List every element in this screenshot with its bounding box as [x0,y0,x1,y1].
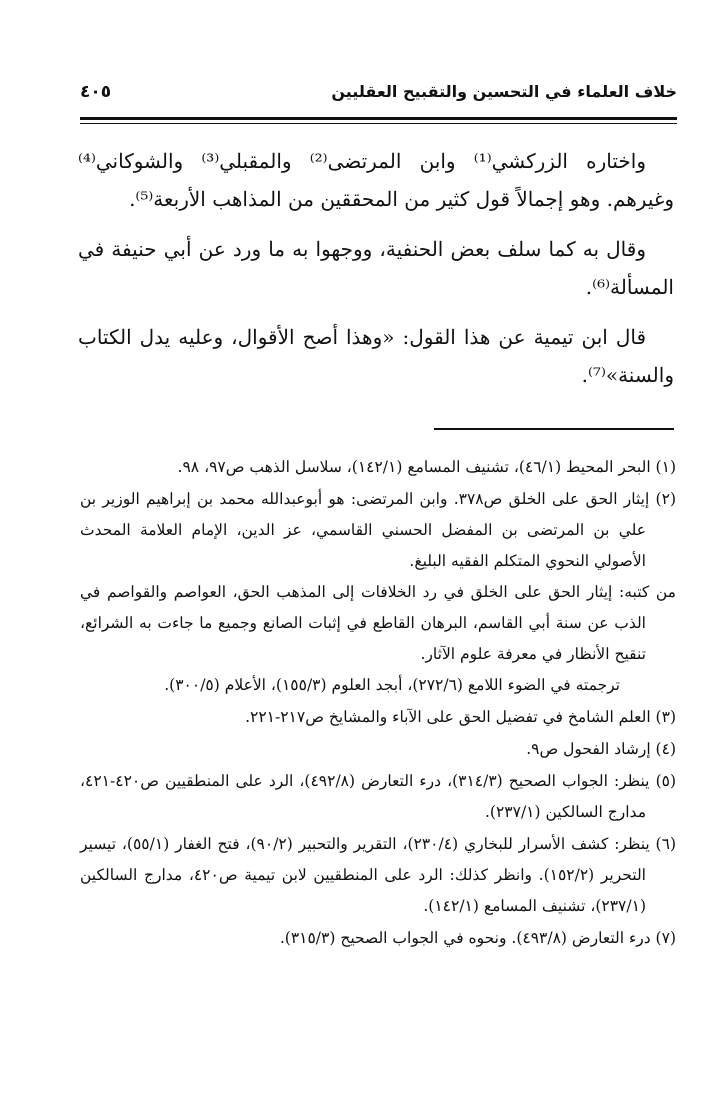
footnote-2 [80,484,676,701]
page-number: ٤٠٥ [80,82,112,102]
footnote-2-text: (٢) إيثار الحق على الخلق ص٣٧٨. وابن المرتضى: هو أبوعبدالله محمد بن إبراهيم الوزير بن علي بن المرتضى بن المفضل الحسني القاسمي، عز الدين، الإمام العلامة المحدث الأصولي النحوي المتكلم الفقيه البليغ. [80,490,676,570]
main-text [78,142,674,406]
footnote-4: (٤) إرشاد الفحول ص٩. [526,740,676,758]
page-header [80,78,677,118]
running-title: خلاف العلماء في التحسين والتقبيح العقليين [331,82,677,101]
footnote-5: (٥) ينظر: الجواب الصحيح (٣١٤/٣)، درء التعارض (٤٩٢/٨)، الرد على المنطقيين ص٤٢٠-٤٢١، مدارج السالكين (٢٣٧/١). [80,772,677,821]
footnote-separator [434,428,674,430]
footnote-6: (٦) ينظر: كشف الأسرار للبخاري (٢٣٠/٤)، التقرير والتحبير (٩٠/٢)، فتح الغفار (٥٥/١)، تيسير التحرير (١٥٢/٢). وانظر كذلك: الرد على المنطقيين لابن تيمية ص٤٢٠، مدارج السالكين (٢٣٧/١)، تشنيف المسامع (١٤٢/١). [80,835,676,915]
footnote-1: (١) البحر المحيط (٤٦/١)، تشنيف المسامع (١٤٢/١)، سلاسل الذهب ص٩٧، ٩٨. [177,458,676,476]
footnote-2-books: من كتبه: إيثار الحق على الخلق في رد الخلافات إلى المذهب الحق، العواصم والقواصم في الذب عن سنة أبي القاسم، البرهان القاطع في إثبات الصانع وجميع ما جاءت به الشرائع، تنقيح الأنظار في معرفة علوم الآثار. [80,583,676,663]
footnote-2-bio: ترجمته في الضوء اللامع (٢٧٢/٦)، أبجد العلوم (١٥٥/٣)، الأعلام (٣٠٠/٥). [164,676,620,694]
header-rule-thin [80,123,677,124]
header-rule-thick [80,117,677,120]
main-paragraph: قال ابن تيمية عن هذا القول: «وهذا أصح الأقوال، وعليه يدل الكتاب والسنة»⁽⁷⁾. [78,325,674,387]
main-paragraph: واختاره الزركشي⁽¹⁾ وابن المرتضى⁽²⁾ والمقبلي⁽³⁾ والشوكاني⁽⁴⁾ وغيرهم. وهو إجمالاً قول كثير من المحققين من المذاهب الأربعة⁽⁵⁾. [78,149,674,211]
footnotes [80,452,676,955]
main-paragraph: وقال به كما سلف بعض الحنفية، ووجهوا به ما ورد عن أبي حنيفة في المسألة⁽⁶⁾. [78,237,674,299]
footnote-3: (٣) العلم الشامخ في تفضيل الحق على الآباء والمشايخ ص٢١٧-٢٢١. [245,708,676,726]
footnote-7: (٧) درء التعارض (٤٩٣/٨). ونحوه في الجواب الصحيح (٣١٥/٣). [279,929,676,947]
